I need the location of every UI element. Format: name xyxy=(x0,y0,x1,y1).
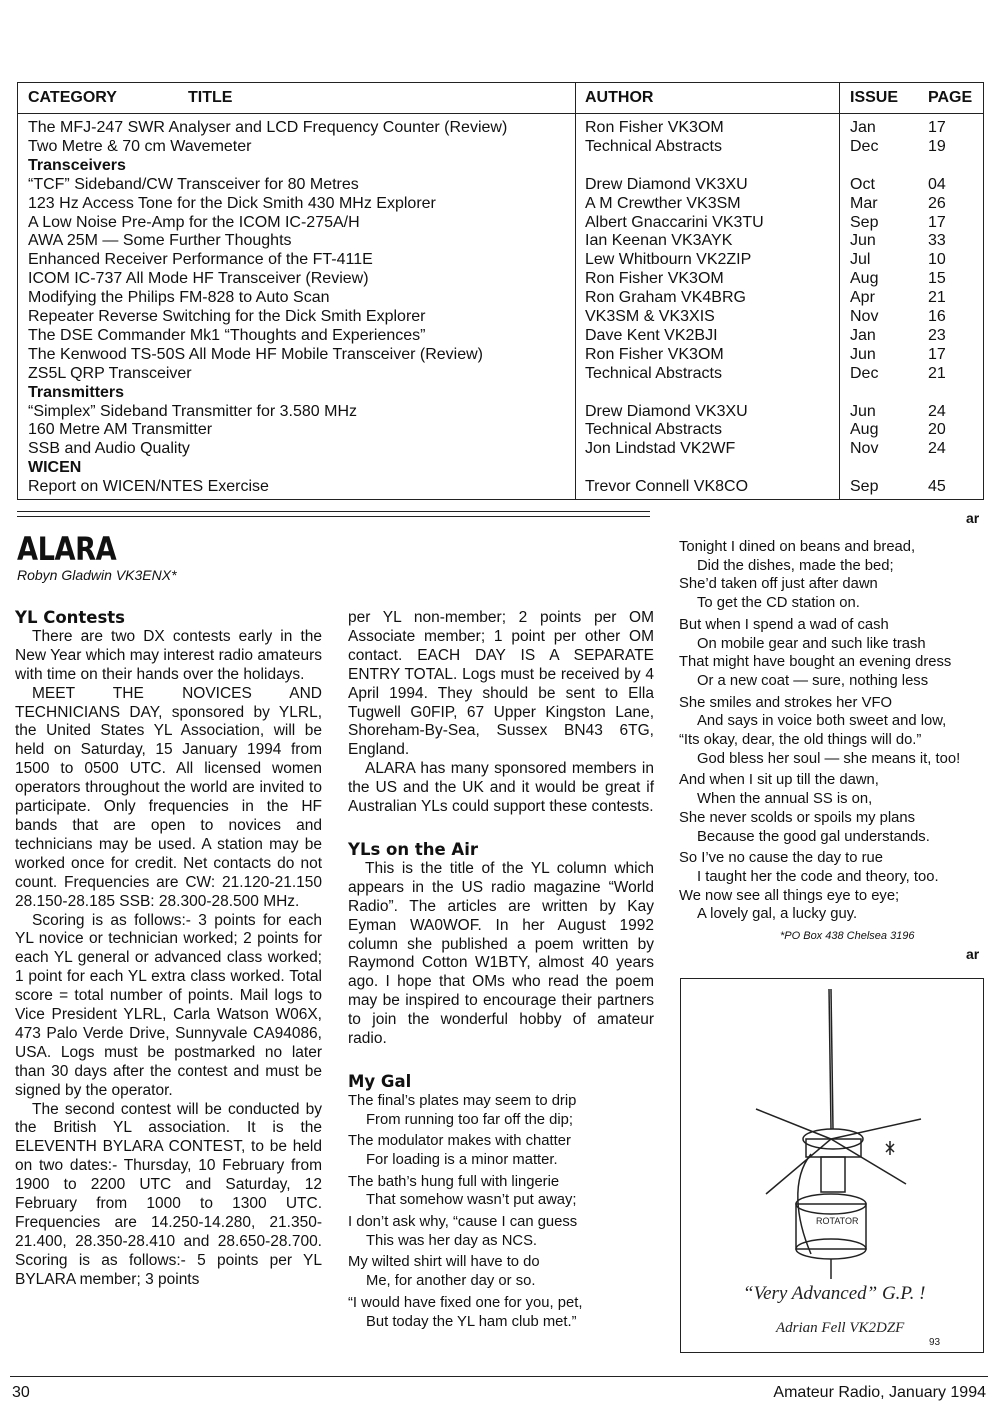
paragraph: Scoring is as follows:- 3 points for each YL novice or technician worked; 2 points for each YL general or advanced class worked; 1 point for each YL extra class worked. Total score = total number of points. Mail logs to Vice President YLRL, Carla Watson W06X, 473 Palo Verde Drive, Sunnyvale CA94086, USA. Logs must be postmarked no later than 30 days after the contest and must be signed by the operator. xyxy=(15,911,322,1099)
cell-page: 23 xyxy=(928,326,946,344)
table-row xyxy=(18,231,983,250)
poem-line: Or a new coat — sure, nothing less xyxy=(697,672,929,689)
header-issue: ISSUE xyxy=(850,89,899,106)
sketch-year: 93 xyxy=(929,1337,941,1348)
section-heading: YL Contests xyxy=(15,608,126,627)
cell-title: ZS5L QRP Transceiver xyxy=(28,364,192,382)
cell-title: Transmitters xyxy=(28,383,125,401)
cell-title: AWA 25M — Some Further Thoughts xyxy=(28,232,292,250)
section-heading: YLs on the Air xyxy=(348,839,478,859)
poem-line: A lovely gal, a lucky guy. xyxy=(697,906,858,923)
paragraph: This is the title of the YL column which appears in the US radio magazine “World Radio”. The articles are written by Kay Eyman WA0WOF. In her August 1992 column she published a poem written by Raymond Cotton W1BTY, almost 40 years ago. I hope that OMs who read the poem may be inspired to encourage their partners to join the wonderful hobby of amateur radio. xyxy=(348,859,654,1048)
paragraph: There are two DX contests early in the New Year which may interest radio amateurs with time on their hands over the holidays. xyxy=(15,627,322,683)
cell-author: Ron Fisher VK3OM xyxy=(585,119,724,136)
poem-line: Because the good gal understands. xyxy=(697,828,930,845)
cell-issue: Jun xyxy=(850,402,876,420)
paragraph: MEET THE NOVICES AND TECHNICIANS DAY, sponsored by YLRL, the United States YL Association, will be held on Saturday, 15 January 1994 from 1500 to 0500 UTC. All licensed women operators throughout the world are invited to participate. Only frequencies in the HF bands that are open to novices and technicians may be used. A station may be worked once for credit. Net contacts do not count. Frequencies are CW: 21.120-21.150 28.150-28.185 SSB: 28.300-28.500 MHz. xyxy=(15,684,322,910)
poem-stanza xyxy=(679,849,989,924)
cell-title: The Kenwood TS-50S All Mode HF Mobile Transceiver (Review) xyxy=(28,345,483,363)
table-row xyxy=(18,326,983,345)
cell-issue: Aug xyxy=(850,270,879,288)
section-rule xyxy=(17,516,650,517)
cell-title: The DSE Commander Mk1 “Thoughts and Experiences” xyxy=(28,326,426,344)
paragraph: per YL non-member; 2 points per OM Associate member; 1 point per other OM contact. EACH DAY IS A SEPARATE ENTRY TOTAL. Logs must be received by 4 April 1994. They should be sent to Ella Tugwell G0FIP, 67 Upper Kingston Lane, Shoreham-By-Sea, Sussex BN43 6TG, England. xyxy=(348,609,654,759)
header-category: CATEGORY xyxy=(28,89,117,106)
cell-author: Dave Kent VK2BJI xyxy=(585,326,718,344)
author-footnote: *PO Box 438 Chelsea 3196 xyxy=(780,930,915,942)
poem-line: “Its okay, dear, the old things will do.” xyxy=(679,732,922,749)
poem-stanza xyxy=(679,538,989,613)
poem-line: She never scolds or spoils my plans xyxy=(679,809,916,826)
cell-issue: Sep xyxy=(850,213,879,231)
ground-plane-antenna-drawing xyxy=(681,979,983,1352)
table-row xyxy=(18,402,983,421)
cell-page: 17 xyxy=(928,213,946,231)
cell-page: 19 xyxy=(928,137,946,155)
cell-page: 15 xyxy=(928,270,946,288)
cell-author: Albert Gnaccarini VK3TU xyxy=(585,213,764,231)
cell-title: SSB and Audio Quality xyxy=(28,440,190,458)
cell-title: 160 Metre AM Transmitter xyxy=(28,421,213,439)
article-byline: Robyn Gladwin VK3ENX* xyxy=(17,567,177,583)
cell-author: Jon Lindstad VK2WF xyxy=(585,440,736,458)
cell-page: 10 xyxy=(928,251,946,269)
cell-page: 24 xyxy=(928,402,946,420)
cell-page: 33 xyxy=(928,232,946,250)
poem-line: I taught her the code and theory, too. xyxy=(697,868,939,885)
cell-author: Ron Fisher VK3OM xyxy=(585,345,724,363)
article-column-2 xyxy=(348,609,654,1334)
paragraph: ALARA has many sponsored members in the US and the UK and it would be great if Australian YLs could support these contests. xyxy=(348,760,654,816)
poem-line: That might have bought an evening dress xyxy=(679,654,952,671)
poem-stanza xyxy=(348,1213,654,1250)
poem-line: Tonight I dined on beans and bread, xyxy=(679,539,916,555)
header-author: AUTHOR xyxy=(585,89,654,106)
cell-title: “TCF” Sideband/CW Transceiver for 80 Metres xyxy=(28,175,359,193)
header-divider xyxy=(18,113,983,114)
cell-page: 17 xyxy=(928,345,946,363)
cell-issue: Jul xyxy=(850,251,871,269)
poem-line: “I would have fixed one for you, pet, xyxy=(348,1294,583,1311)
cell-author: Ron Fisher VK3OM xyxy=(585,270,724,288)
poem-stanza xyxy=(348,1294,654,1331)
end-mark: ar xyxy=(966,510,980,526)
section-rule xyxy=(17,511,650,512)
cell-issue: Apr xyxy=(850,289,875,307)
poem-line: To get the CD station on. xyxy=(697,595,860,612)
rotator-label: ROTATOR xyxy=(816,1216,859,1226)
poem-line: The bath’s hung full with lingerie xyxy=(348,1173,560,1190)
cell-title: 123 Hz Access Tone for the Dick Smith 430 MHz Explorer xyxy=(28,194,436,212)
category-row xyxy=(18,156,983,175)
cell-title: Modifying the Philips FM-828 to Auto Scan xyxy=(28,289,330,307)
cell-issue: Nov xyxy=(850,440,879,458)
header-page: PAGE xyxy=(928,89,973,106)
cell-issue: Dec xyxy=(850,364,879,382)
poem-part-1 xyxy=(348,1092,654,1331)
cell-issue: Aug xyxy=(850,421,879,439)
cell-page: 16 xyxy=(928,308,946,325)
page-number: 30 xyxy=(12,1384,30,1401)
cell-page: 21 xyxy=(928,289,946,307)
table-row xyxy=(18,118,983,137)
poem-line: This was her day as NCS. xyxy=(366,1232,538,1249)
table-row xyxy=(18,439,983,458)
cell-author: Technical Abstracts xyxy=(585,421,722,439)
poem-line: I don’t ask why, “cause I can guess xyxy=(348,1214,578,1231)
poem-line: Me, for another day or so. xyxy=(366,1273,536,1290)
category-row xyxy=(18,458,983,477)
cell-author: A M Crewther VK3SM xyxy=(585,194,741,212)
cell-author: Drew Diamond VK3XU xyxy=(585,175,748,193)
cell-page: 45 xyxy=(928,478,946,496)
poem-stanza xyxy=(679,694,989,769)
antenna-sketch xyxy=(680,978,984,1353)
poem-line: We now see all things eye to eye; xyxy=(679,887,900,904)
table-row xyxy=(18,477,983,496)
table-row xyxy=(18,345,983,364)
cell-author: Technical Abstracts xyxy=(585,137,722,155)
cell-author: Ian Keenan VK3AYK xyxy=(585,232,733,250)
poem-line: Did the dishes, made the bed; xyxy=(697,557,894,574)
table-row xyxy=(18,194,983,213)
cell-issue: Oct xyxy=(850,175,875,193)
poem-line: The modulator makes with chatter xyxy=(348,1133,571,1150)
article-index-table xyxy=(17,82,984,500)
article-title: ALARA xyxy=(17,530,117,568)
poem-line: She’d taken off just after dawn xyxy=(679,576,878,593)
sketch-signature: Adrian Fell VK2DZF xyxy=(776,1320,905,1336)
paragraph: The second contest will be conducted by the British YL association. It is the ELEVENTH BYLARA CONTEST, to be held on two dates:- Thursday, 10 February from 1900 to 2200 UTC and Saturday, 12 February from 1000 to 1300 UTC. Frequencies are 14.250-14.280, 21.350-21.400, 28.350-28.410 and 28.650-28.700. Scoring is as follows:- 5 points per YL BYLARA member; 3 points xyxy=(15,1100,322,1288)
cell-issue: Jan xyxy=(850,326,876,344)
poem-line: But when I spend a wad of cash xyxy=(679,616,889,633)
table-row xyxy=(18,175,983,194)
poem-stanza xyxy=(679,616,989,691)
poem-stanza xyxy=(679,771,989,846)
cell-page: 21 xyxy=(928,364,946,382)
table-row xyxy=(18,288,983,307)
cell-issue: Jun xyxy=(850,232,876,250)
cell-author: Drew Diamond VK3XU xyxy=(585,402,748,420)
poem-line: But today the YL ham club met.” xyxy=(366,1313,577,1330)
cell-title: A Low Noise Pre-Amp for the ICOM IC-275A/H xyxy=(28,213,360,231)
poem-line: On mobile gear and such like trash xyxy=(697,635,926,652)
poem-line: That somehow wasn’t put away; xyxy=(366,1192,577,1209)
cell-issue: Sep xyxy=(850,478,879,496)
article-column-1 xyxy=(15,609,322,1290)
cell-issue: Jun xyxy=(850,345,876,363)
poem-line: God bless her soul — she means it, too! xyxy=(697,750,961,767)
table-row xyxy=(18,213,983,232)
cell-author: Lew Whitbourn VK2ZIP xyxy=(585,251,752,269)
table-row xyxy=(18,307,983,326)
cell-page: 20 xyxy=(928,421,946,439)
cell-page: 24 xyxy=(928,440,946,458)
cell-author: Technical Abstracts xyxy=(585,364,722,382)
table-row xyxy=(18,420,983,439)
cell-page: 17 xyxy=(928,119,946,136)
cell-page: 26 xyxy=(928,194,946,212)
poem-line: My wilted shirt will have to do xyxy=(348,1254,540,1271)
cell-title: WICEN xyxy=(28,459,82,477)
cell-title: The MFJ-247 SWR Analyser and LCD Frequency Counter (Review) xyxy=(28,119,508,136)
table-row xyxy=(18,364,983,383)
poem-line: And says in voice both sweet and low, xyxy=(697,713,947,730)
cell-title: ICOM IC-737 All Mode HF Transceiver (Review) xyxy=(28,270,369,288)
magazine-issue: Amateur Radio, January 1994 xyxy=(773,1384,986,1401)
cell-title: Report on WICEN/NTES Exercise xyxy=(28,478,269,496)
poem-part-2 xyxy=(679,538,989,927)
poem-line: She smiles and strokes her VFO xyxy=(679,694,892,711)
section-heading: My Gal xyxy=(348,1071,412,1091)
header-title: TITLE xyxy=(188,89,233,106)
end-mark: ar xyxy=(966,946,980,962)
cell-author: VK3SM & VK3XIS xyxy=(585,308,715,325)
poem-stanza xyxy=(348,1132,654,1169)
poem-line: And when I sit up till the dawn, xyxy=(679,772,879,789)
poem-stanza xyxy=(348,1173,654,1210)
poem-line: From running too far off the dip; xyxy=(366,1111,573,1128)
cell-issue: Mar xyxy=(850,194,878,212)
category-row xyxy=(18,383,983,402)
cell-author: Trevor Connell VK8CO xyxy=(585,478,749,496)
cell-issue: Dec xyxy=(850,137,879,155)
poem-line: When the annual SS is on, xyxy=(697,791,873,808)
poem-line: So I’ve no cause the day to rue xyxy=(679,850,883,867)
cell-title: “Simplex” Sideband Transmitter for 3.580 MHz xyxy=(28,402,358,420)
poem-line: The final’s plates may seem to drip xyxy=(348,1092,577,1109)
sketch-caption: “Very Advanced” G.P. ! xyxy=(743,1283,926,1304)
cell-issue: Jan xyxy=(850,119,876,136)
poem-line: For loading is a minor matter. xyxy=(366,1151,558,1168)
table-row xyxy=(18,269,983,288)
cell-title: Two Metre & 70 cm Wavemeter xyxy=(28,137,252,155)
cell-title: Repeater Reverse Switching for the Dick Smith Explorer xyxy=(28,308,426,325)
table-row xyxy=(18,250,983,269)
cell-title: Transceivers xyxy=(28,156,126,174)
poem-stanza xyxy=(348,1092,654,1129)
table-row xyxy=(18,137,983,156)
cell-page: 04 xyxy=(928,175,946,193)
cell-issue: Nov xyxy=(850,308,879,325)
cell-title: Enhanced Receiver Performance of the FT-411E xyxy=(28,251,373,269)
cell-author: Ron Graham VK4BRG xyxy=(585,289,746,307)
poem-stanza xyxy=(348,1253,654,1290)
footer-rule xyxy=(10,1376,988,1377)
